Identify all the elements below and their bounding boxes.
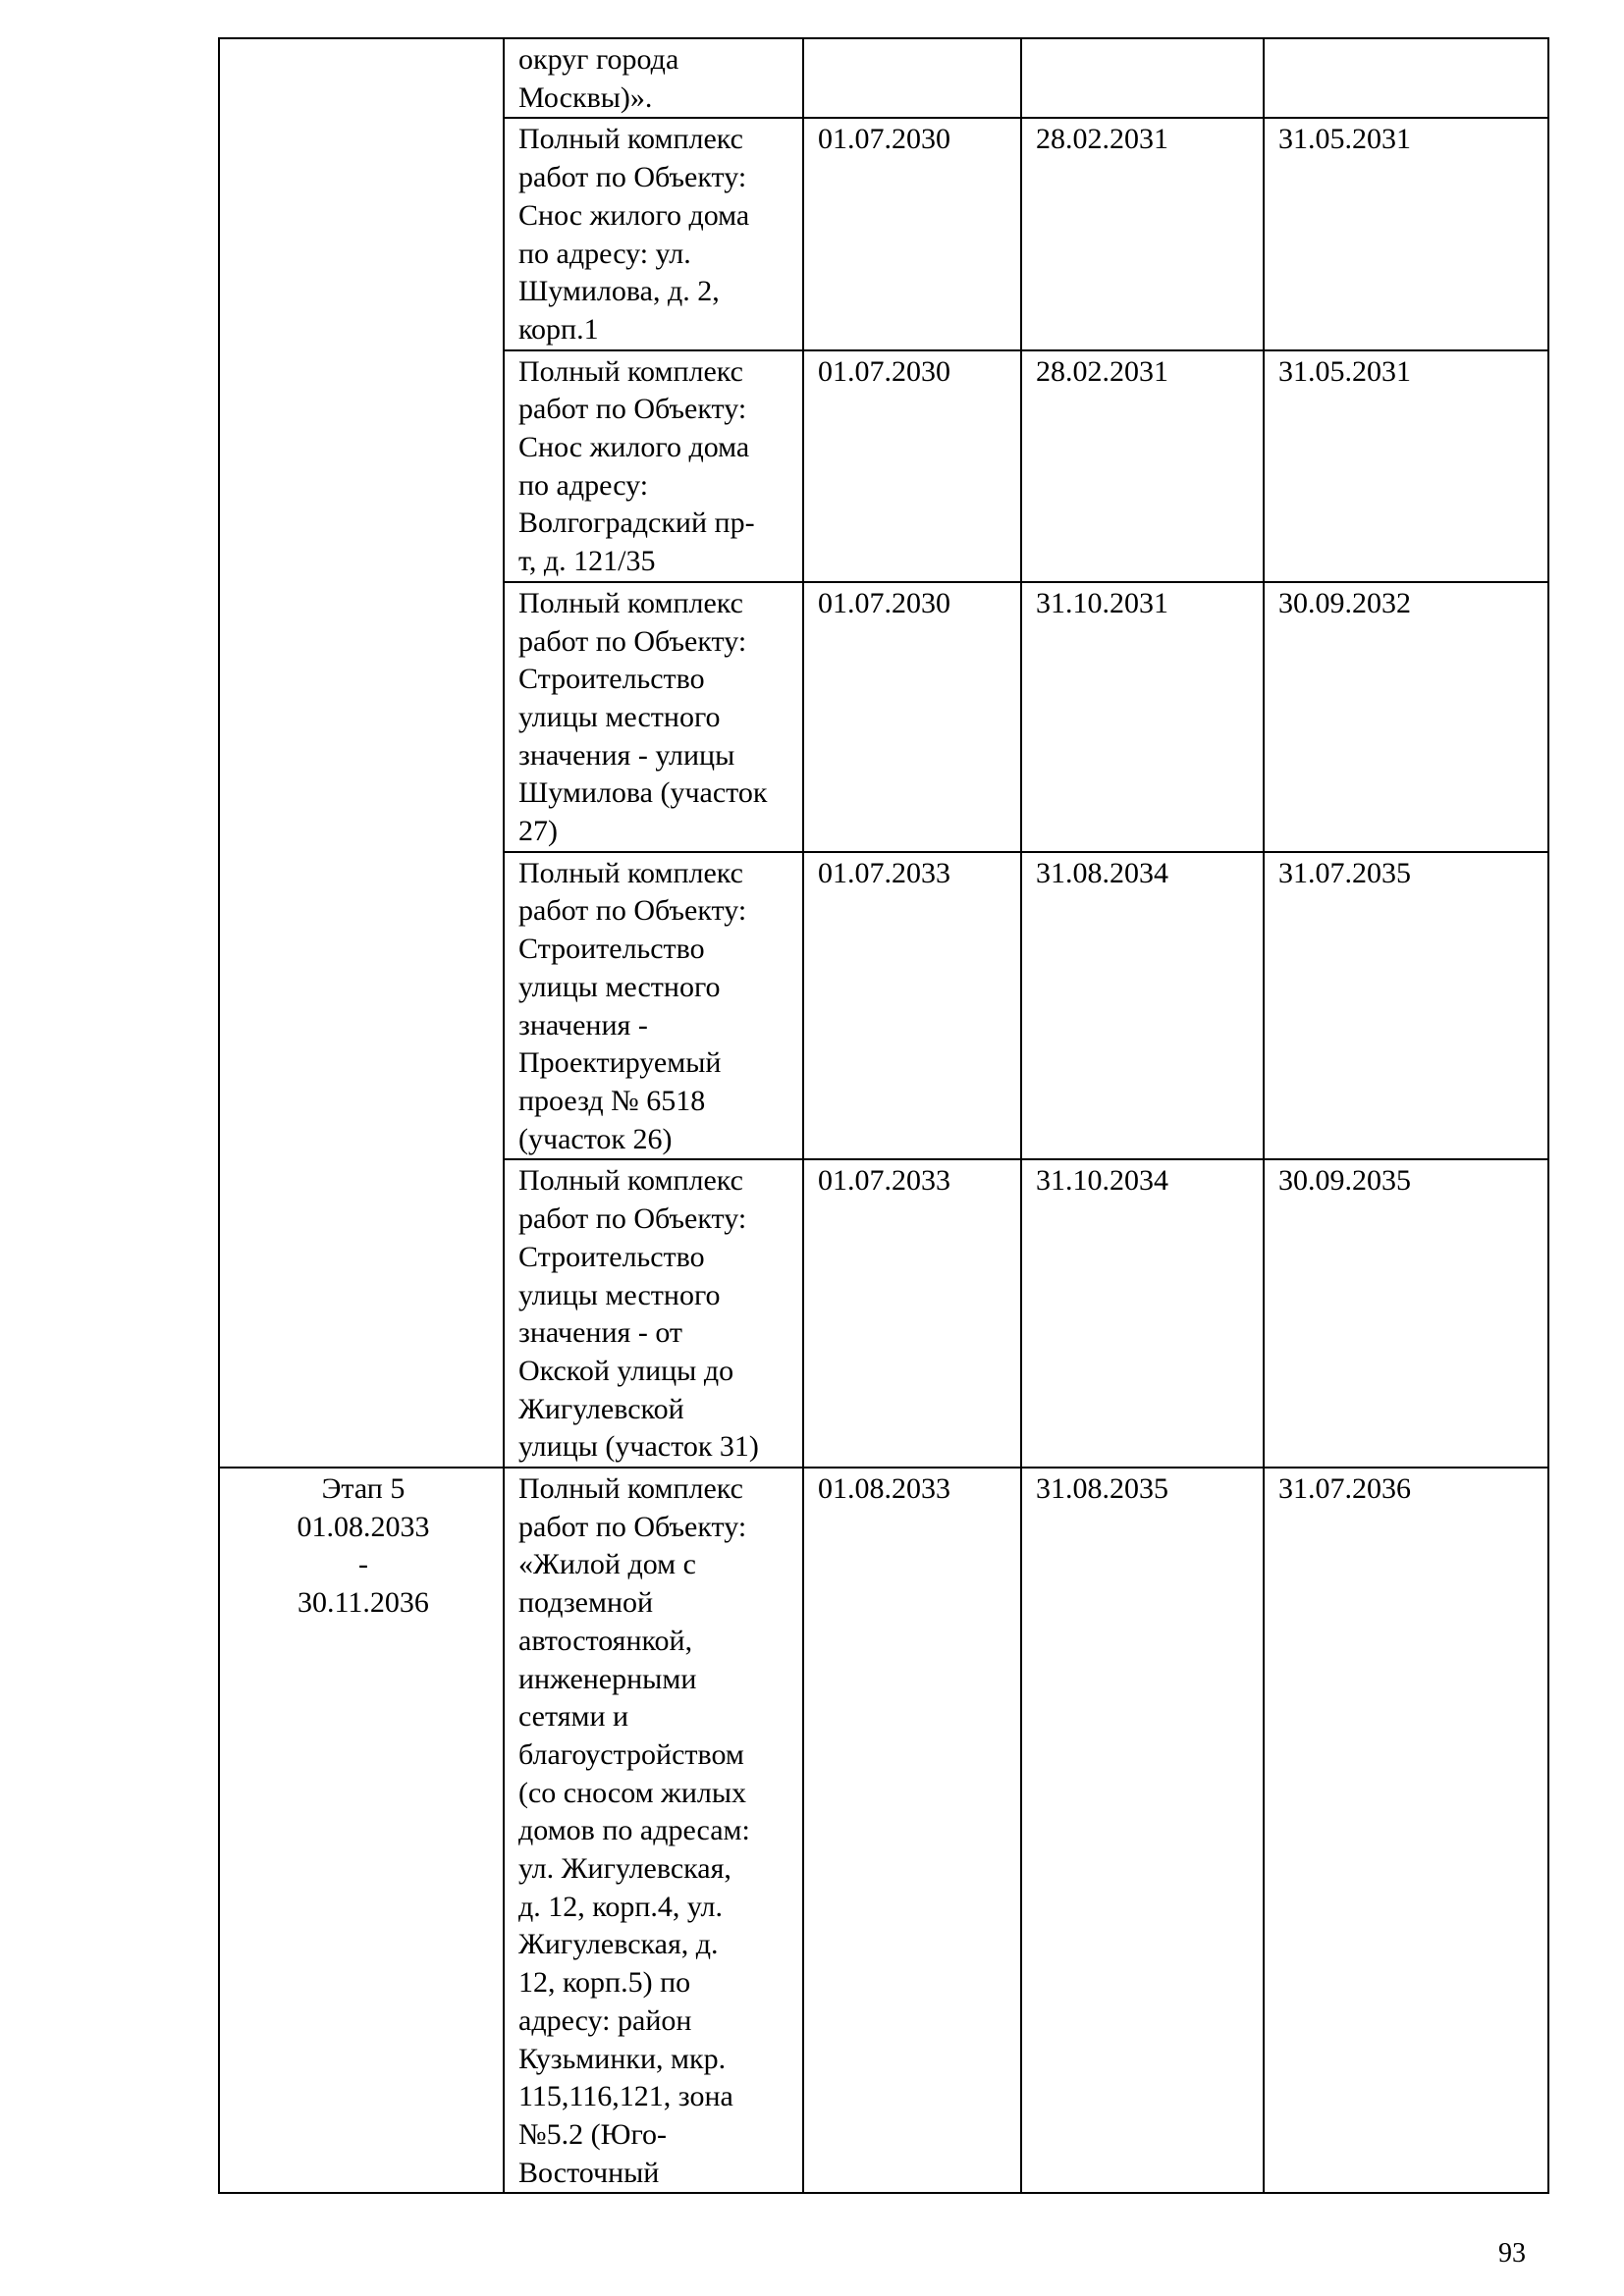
end-build-date-cell bbox=[1021, 118, 1264, 349]
start-date: 01.07.2030 bbox=[818, 586, 950, 619]
end-commission-date: 31.05.2031 bbox=[1278, 354, 1411, 388]
end-build-date: 28.02.2031 bbox=[1036, 123, 1168, 156]
work-description: Полный комплекс работ по Объекту: Строительство улицы местного значения - улицы Шумилова (участок 27) bbox=[518, 586, 768, 848]
end-build-date-cell bbox=[1021, 582, 1264, 852]
start-date: 01.07.2033 bbox=[818, 1164, 950, 1198]
start-date-cell bbox=[803, 350, 1021, 582]
end-commission-date-cell bbox=[1264, 118, 1548, 349]
start-date-cell bbox=[803, 852, 1021, 1160]
start-date-cell bbox=[803, 1159, 1021, 1468]
work-cell bbox=[504, 852, 803, 1160]
end-commission-date: 30.09.2032 bbox=[1278, 586, 1411, 619]
end-build-date-cell bbox=[1021, 350, 1264, 582]
start-date-cell bbox=[803, 1468, 1021, 2193]
end-build-date-cell bbox=[1021, 1159, 1264, 1468]
table-row bbox=[219, 38, 1548, 118]
start-date: 01.07.2030 bbox=[818, 123, 950, 156]
end-build-date: 28.02.2031 bbox=[1036, 354, 1168, 388]
end-commission-date-cell bbox=[1264, 852, 1548, 1160]
end-build-date: 31.10.2031 bbox=[1036, 586, 1168, 619]
work-cell bbox=[504, 582, 803, 852]
end-build-date: 31.08.2035 bbox=[1036, 1472, 1168, 1506]
end-build-date: 31.08.2034 bbox=[1036, 856, 1168, 889]
work-description: Полный комплекс работ по Объекту: Снос жилого дома по адресу: ул. Шумилова, д. 2, корп.1 bbox=[518, 123, 750, 346]
end-commission-date: 30.09.2035 bbox=[1278, 1164, 1411, 1198]
work-cell bbox=[504, 1468, 803, 2193]
work-cell bbox=[504, 38, 803, 118]
end-build-date-cell bbox=[1021, 1468, 1264, 2193]
end-commission-date-cell bbox=[1264, 1159, 1548, 1468]
start-date-cell bbox=[803, 582, 1021, 852]
stage-label: Этап 5 01.08.2033 - 30.11.2036 bbox=[297, 1472, 430, 1620]
work-description: Полный комплекс работ по Объекту: «Жилой дом с подземной автостоянкой, инженерными сетями и благоустройством (со сносом жилых домов по адресам: ул. Жигулевская, д. 12, корп.4, ул. Жигулевская, д. 12, корп.5) по адресу: район Кузьминки, мкр. 115,116,121, зона №5.2 (Юго- Восточный bbox=[518, 1472, 750, 2189]
table-row bbox=[219, 1468, 1548, 2193]
end-commission-date-cell bbox=[1264, 582, 1548, 852]
work-description: Полный комплекс работ по Объекту: Снос жилого дома по адресу: Волгоградский пр- т, д. 121/35 bbox=[518, 354, 755, 578]
end-build-date-cell bbox=[1021, 852, 1264, 1160]
schedule-table bbox=[218, 37, 1549, 2194]
stage-cell bbox=[219, 1468, 504, 2193]
start-date: 01.07.2030 bbox=[818, 354, 950, 388]
work-cell bbox=[504, 118, 803, 349]
start-date: 01.08.2033 bbox=[818, 1472, 950, 1506]
stage-cell bbox=[219, 38, 504, 1468]
work-description: округ города Москвы)». bbox=[518, 43, 679, 114]
end-build-date-cell bbox=[1021, 38, 1264, 118]
end-commission-date-cell bbox=[1264, 350, 1548, 582]
end-commission-date-cell bbox=[1264, 1468, 1548, 2193]
end-build-date: 31.10.2034 bbox=[1036, 1164, 1168, 1198]
start-date-cell bbox=[803, 118, 1021, 349]
start-date: 01.07.2033 bbox=[818, 856, 950, 889]
end-commission-date: 31.07.2035 bbox=[1278, 856, 1411, 889]
start-date-cell bbox=[803, 38, 1021, 118]
work-description: Полный комплекс работ по Объекту: Строительство улицы местного значения - от Окской улицы до Жигулевской улицы (участок 31) bbox=[518, 1164, 759, 1464]
end-commission-date: 31.07.2036 bbox=[1278, 1472, 1411, 1506]
work-description: Полный комплекс работ по Объекту: Строительство улицы местного значения - Проектируемый проезд № 6518 (участок 26) bbox=[518, 856, 747, 1155]
work-cell bbox=[504, 1159, 803, 1468]
work-cell bbox=[504, 350, 803, 582]
end-commission-date: 31.05.2031 bbox=[1278, 123, 1411, 156]
page-number: 93 bbox=[1498, 2238, 1526, 2269]
end-commission-date-cell bbox=[1264, 38, 1548, 118]
